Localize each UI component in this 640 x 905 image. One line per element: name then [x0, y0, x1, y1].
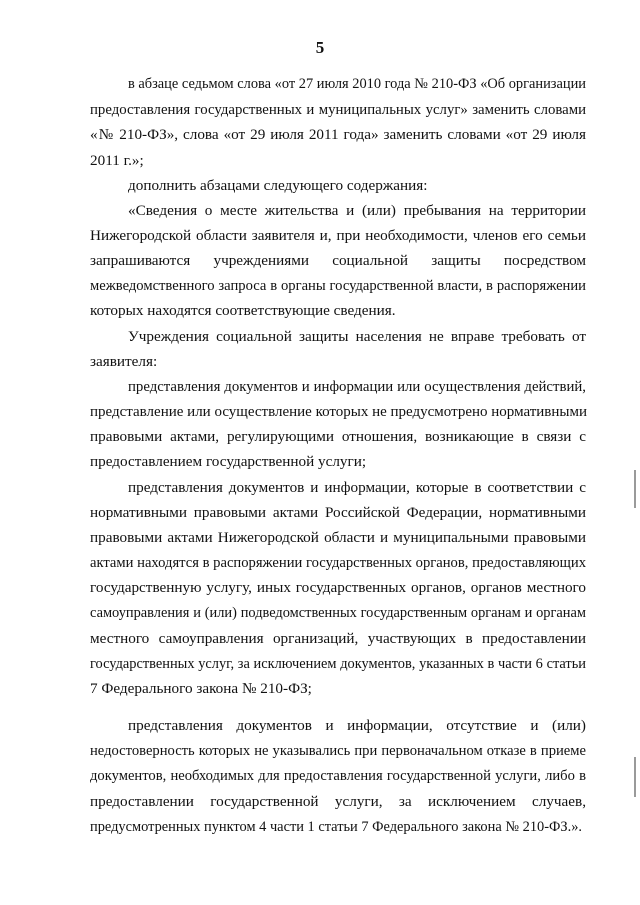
- text-line: Нижегородской области заявителя и, при необходимости, членов его семьи: [90, 227, 586, 244]
- text-line: государственных услуг, за исключением документов, указанных в части 6 статьи: [90, 656, 586, 672]
- text-line: государственную услугу, иных государственных органов, органов местного: [90, 579, 586, 596]
- text-line: 7 Федерального закона № 210-ФЗ;: [90, 680, 312, 697]
- text-line: самоуправления и (или) подведомственных государственным органам и органам: [90, 605, 586, 621]
- text-line: «№ 210-ФЗ», слова «от 29 июля 2011 года» заменить словами «от 29 июля: [90, 126, 586, 143]
- scan-edge-mark: [634, 757, 636, 797]
- text-line: документов, необходимых для предоставления государственной услуги, либо в: [90, 768, 586, 784]
- text-line: предоставления государственных и муниципальных услуг» заменить словами: [90, 102, 586, 118]
- text-line: недостоверность которых не указывались при первоначальном отказе в приеме: [90, 743, 586, 759]
- text-line: Учреждения социальной защиты населения не вправе требовать от: [128, 328, 586, 345]
- text-line: предоставлении государственной услуги, за исключением случаев,: [90, 793, 586, 810]
- text-line: представление или осуществление которых не предусмотрено нормативными: [90, 404, 588, 420]
- text-line: предусмотренных пунктом 4 части 1 статьи 7 Федерального закона № 210-ФЗ.».: [90, 819, 582, 835]
- text-line: представления документов и информации или осуществления действий,: [128, 379, 586, 395]
- text-line: правовыми актами, регулирующими отношения, возникающие в связи с: [90, 428, 586, 445]
- text-line: местного самоуправления организаций, участвующих в предоставлении: [90, 630, 586, 647]
- text-line: которых находятся соответствующие сведения.: [90, 302, 396, 319]
- text-line: заявителя:: [90, 353, 158, 370]
- text-line: дополнить абзацами следующего содержания:: [128, 177, 428, 194]
- page-number: 5: [315, 38, 325, 57]
- text-line: «Сведения о месте жительства и (или) пребывания на территории: [128, 202, 586, 219]
- text-line: актами находятся в распоряжении государственных органов, предоставляющих: [90, 555, 586, 571]
- text-line: в абзаце седьмом слова «от 27 июля 2010 года № 210-ФЗ «Об организации: [128, 76, 586, 92]
- text-line: представления документов и информации, которые в соответствии с: [128, 479, 586, 496]
- scan-edge-mark: [634, 470, 636, 508]
- text-line: межведомственного запроса в органы государственной власти, в распоряжении: [90, 278, 586, 294]
- text-line: правовыми актами Нижегородской области и муниципальными правовыми: [90, 529, 586, 546]
- text-line: нормативными правовыми актами Российской Федерации, нормативными: [90, 504, 586, 521]
- text-line: предоставлением государственной услуги;: [90, 453, 367, 470]
- text-line: 2011 г.»;: [90, 152, 144, 169]
- text-line: запрашиваются учреждениями социальной защиты посредством: [90, 252, 586, 269]
- text-line: представления документов и информации, отсутствие и (или): [128, 717, 586, 734]
